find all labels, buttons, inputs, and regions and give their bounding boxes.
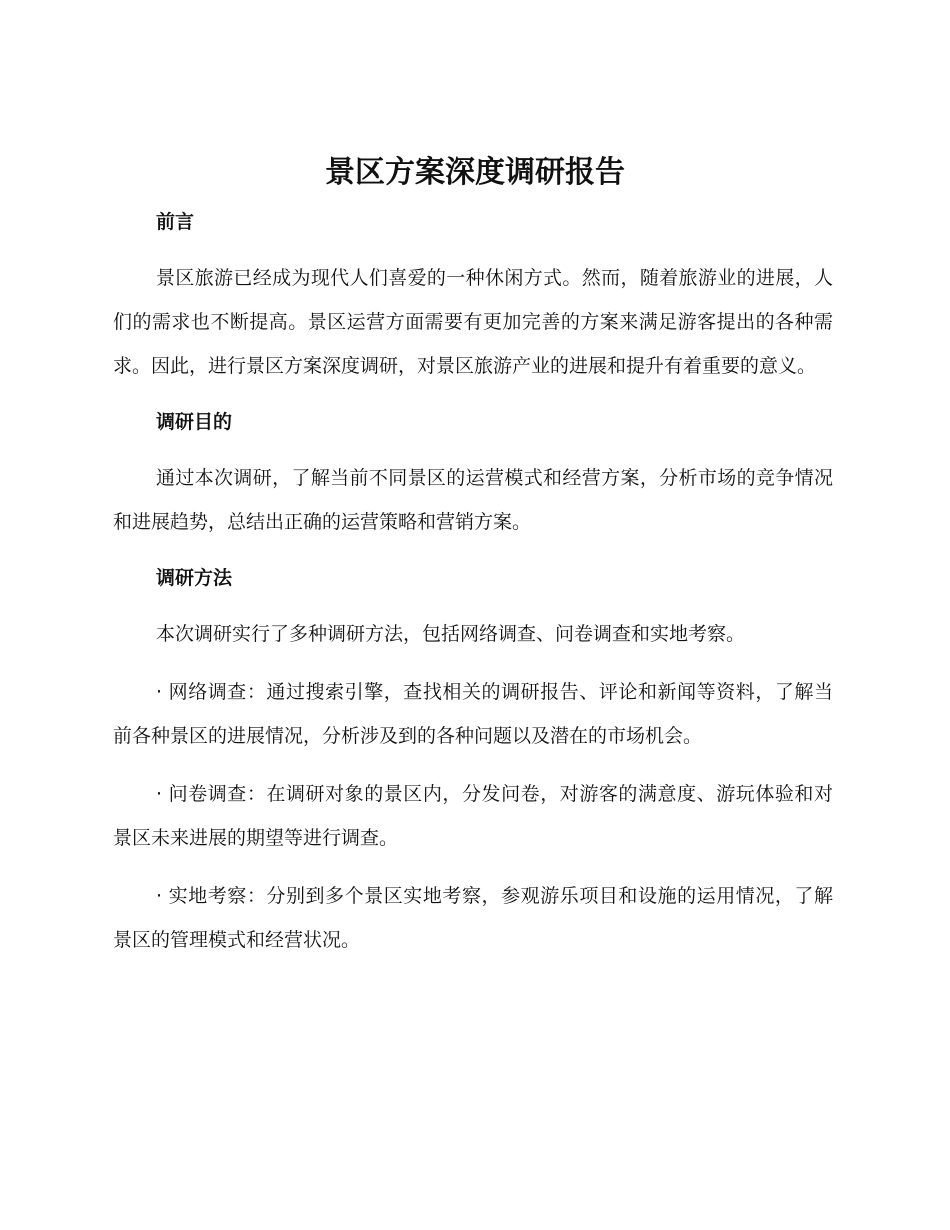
preface-paragraph: 景区旅游已经成为现代人们喜爱的一种休闲方式。然而，随着旅游业的进展，人们的需求也不断提高。景区运营方面需要有更加完善的方案来满足游客提出的各种需求。因此，进行景区方案深度调研，对景区旅游产业的进展和提升有着重要的意义。 bbox=[113, 267, 833, 377]
purpose-paragraph: 通过本次调研，了解当前不同景区的运营模式和经营方案，分析市场的竞争情况和进展趋势，总结出正确的运营策略和营销方案。 bbox=[113, 467, 833, 533]
section-heading-preface: 前言 bbox=[156, 211, 195, 233]
document-body bbox=[113, 202, 833, 962]
section-heading-purpose: 调研目的 bbox=[156, 411, 233, 433]
method-intro-paragraph: 本次调研实行了多种调研方法，包括网络调查、问卷调查和实地考察。 bbox=[156, 623, 746, 645]
method-item-online-survey: · 网络调查：通过搜索引擎，查找相关的调研报告、评论和新闻等资料，了解当前各种景区的进展情况，分析涉及到的各种问题以及潜在的市场机会。 bbox=[113, 681, 833, 747]
section-heading-method: 调研方法 bbox=[156, 567, 233, 589]
method-item-questionnaire: · 问卷调查：在调研对象的景区内，分发问卷，对游客的满意度、游玩体验和对景区未来进展的期望等进行调查。 bbox=[113, 783, 833, 849]
method-item-field-visit: · 实地考察：分别到多个景区实地考察，参观游乐项目和设施的运用情况，了解景区的管理模式和经营状况。 bbox=[113, 885, 833, 951]
document-title: 景区方案深度调研报告 bbox=[325, 155, 625, 190]
